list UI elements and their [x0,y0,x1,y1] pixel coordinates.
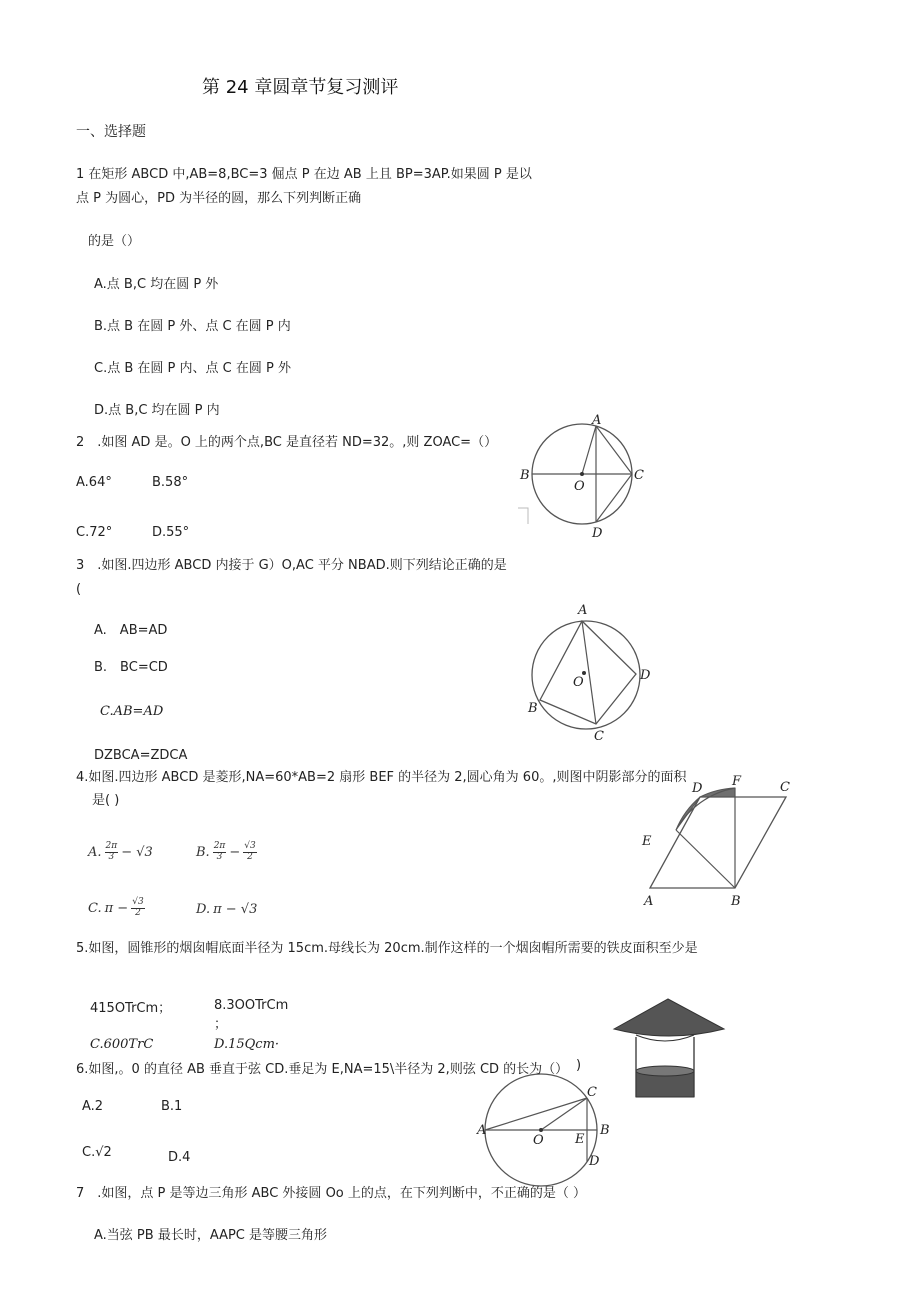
q4-option-c-lead: π − [104,900,129,916]
q5-cone-cap [614,999,724,1036]
q1-option-b[interactable]: B.点 B 在圆 P 外、点 C 在圆 P 内 [94,319,291,334]
q4-option-b-num: 2π [213,841,226,851]
q3-quadrilateral [540,621,636,724]
q4-option-c-letter: C. [88,900,102,916]
q2-label-o: O [574,479,585,494]
q4-option-a-tail: − √3 [121,844,153,860]
q6-option-b[interactable]: B.1 [161,1099,183,1114]
q4-stem-2: 是( ) [92,793,120,808]
q5-option-c[interactable]: C.600TrC [90,1037,154,1052]
q6-option-d[interactable]: D.4 [168,1150,191,1165]
q4-option-c[interactable] [88,898,145,919]
q3-stem: 3 .如图.四边形 ABCD 内接于 G）O,AC 平分 NBAD.则下列结论正确的是 [76,558,507,573]
q6-label-e: E [575,1132,585,1147]
q3-paren: ( [76,582,82,597]
q1-option-c[interactable]: C.点 B 在圆 P 内、点 C 在圆 P 外 [94,361,291,376]
q2-label-d: D [592,526,603,541]
q4-label-b: B [731,894,741,909]
q4-option-a-letter: A. [88,844,102,860]
q6-option-c[interactable]: C.√2 [82,1145,112,1160]
q3-option-b[interactable]: B. BC=CD [94,660,168,675]
q3-option-a[interactable]: A. AB=AD [94,623,168,638]
q1-stem-line2: 点 P 为圆心，PD 为半径的圆，那么下列判断正确 [76,191,362,206]
q6-stem: 6.如图,。0 的直径 AB 垂直于弦 CD.垂足为 E,NA=15\半径为 2,则弦 CD 的长为（） [76,1062,569,1077]
q2-label-a: A [592,413,602,428]
q3-label-d: D [640,668,651,683]
q7-stem: 7 .如图，点 P 是等边三角形 ABC 外接圆 Oo 上的点，在下列判断中，不正确的是（ ） [76,1186,587,1201]
q4-option-a-den: 3 [108,851,115,862]
q6-label-b: B [600,1123,610,1138]
q2-label-b: B [520,468,530,483]
q4-option-c-fraction [131,898,144,919]
q4-rhombus-figure [636,775,806,910]
q4-option-b-den: 3 [216,851,223,862]
q1-option-a[interactable]: A.点 B,C 均在圆 P 外 [94,277,219,292]
q4-option-c-num: √3 [132,897,144,907]
q3-option-c[interactable]: C.AB=AD [100,704,164,719]
q2-option-d[interactable]: D.55° [152,525,190,540]
q6-seg-oc [541,1098,587,1130]
q4-option-b-minus: − [229,844,241,860]
q6-option-a[interactable]: A.2 [82,1099,104,1114]
q3-label-c: C [594,729,604,744]
q4-option-a-num: 2π [105,841,118,851]
q6-seg-ac [485,1098,587,1130]
q4-rhombus [650,797,786,888]
q2-label-c: C [634,468,644,483]
q5-option-b-cont: ； [214,1017,228,1032]
q4-option-b-fraction [213,842,227,863]
q4-label-c: C [780,780,790,795]
q4-option-b[interactable] [196,842,257,863]
q4-option-b-fraction2 [243,842,256,863]
q1-stem-line3: 的是（） [88,234,141,249]
q6-paren: ) [576,1058,582,1073]
q4-label-d: D [692,781,703,796]
q2-stem: 2 .如图 AD 是。O 上的两个点,BC 是直径若 ND=32。,则 ZOAC=（） [76,435,498,450]
q4-option-a[interactable] [88,842,153,863]
q5-option-a[interactable]: 415OTrCm； [90,1001,172,1016]
q5-option-b[interactable]: 8.3OOTrCm [214,998,289,1013]
q3-option-d[interactable]: DZBCA=ZDCA [94,748,188,763]
q6-label-o: O [533,1133,544,1148]
q4-option-d[interactable] [196,902,257,917]
q1-stem-line1: 1 在矩形 ABCD 中,AB=8,BC=3 倔点 P 在边 AB 上且 BP=3AP.如果圆 P 是以 [76,167,532,182]
q6-label-d: D [589,1154,600,1169]
q5-stem: 5.如图，圆锥形的烟囱帽底面半径为 15cm.母线长为 20cm.制作这样的一个烟囱帽所需要的铁皮面积至少是 [76,941,698,956]
q4-label-f: F [732,774,742,789]
q4-radius-be [676,830,735,888]
q3-label-a: A [578,603,588,618]
q3-label-b: B [528,701,538,716]
q3-circle [532,621,640,729]
q6-circle-figure [475,1070,625,1190]
q3-label-o: O [573,675,584,690]
q4-label-e: E [642,834,652,849]
q5-chimney-hat-figure [610,995,730,1105]
q5-pipe-rim [636,1066,694,1076]
q2-center-dot [580,472,584,476]
q2-circle-figure [510,410,660,545]
q6-label-a: A [477,1123,487,1138]
q4-option-b-num2: √3 [244,841,256,851]
q2-option-a[interactable]: A.64° [76,475,112,490]
q5-option-d[interactable]: D.15Qcm· [214,1037,280,1052]
q4-option-c-den: 2 [135,907,141,918]
q4-stem: 4.如图.四边形 ABCD 是菱形,NA=60*AB=2 扇形 BEF 的半径为 2,圆心角为 60。,则图中阴影部分的面积 [76,770,687,785]
q4-option-b-letter: B. [196,844,210,860]
q2-option-b[interactable]: B.58° [152,475,189,490]
q2-seg-oa [582,426,596,474]
q4-option-a-fraction [105,842,119,863]
q3-circle-figure [520,600,670,750]
section-heading: 一、选择题 [76,124,146,140]
q6-label-c: C [587,1085,597,1100]
q4-option-d-plain: π − √3 [213,902,258,917]
page-title: 第 24 章圆章节复习测评 [202,77,399,98]
q6-center-dot [539,1128,543,1132]
q4-label-a: A [644,894,654,909]
q1-option-d[interactable]: D.点 B,C 均在圆 P 内 [94,403,220,418]
q7-option-a[interactable]: A.当弦 PB 最长时，AAPC 是等腰三角形 [94,1228,328,1243]
q2-option-c[interactable]: C.72° [76,525,113,540]
q4-option-d-letter: D. [196,902,211,917]
q4-option-b-den2: 2 [247,851,253,862]
